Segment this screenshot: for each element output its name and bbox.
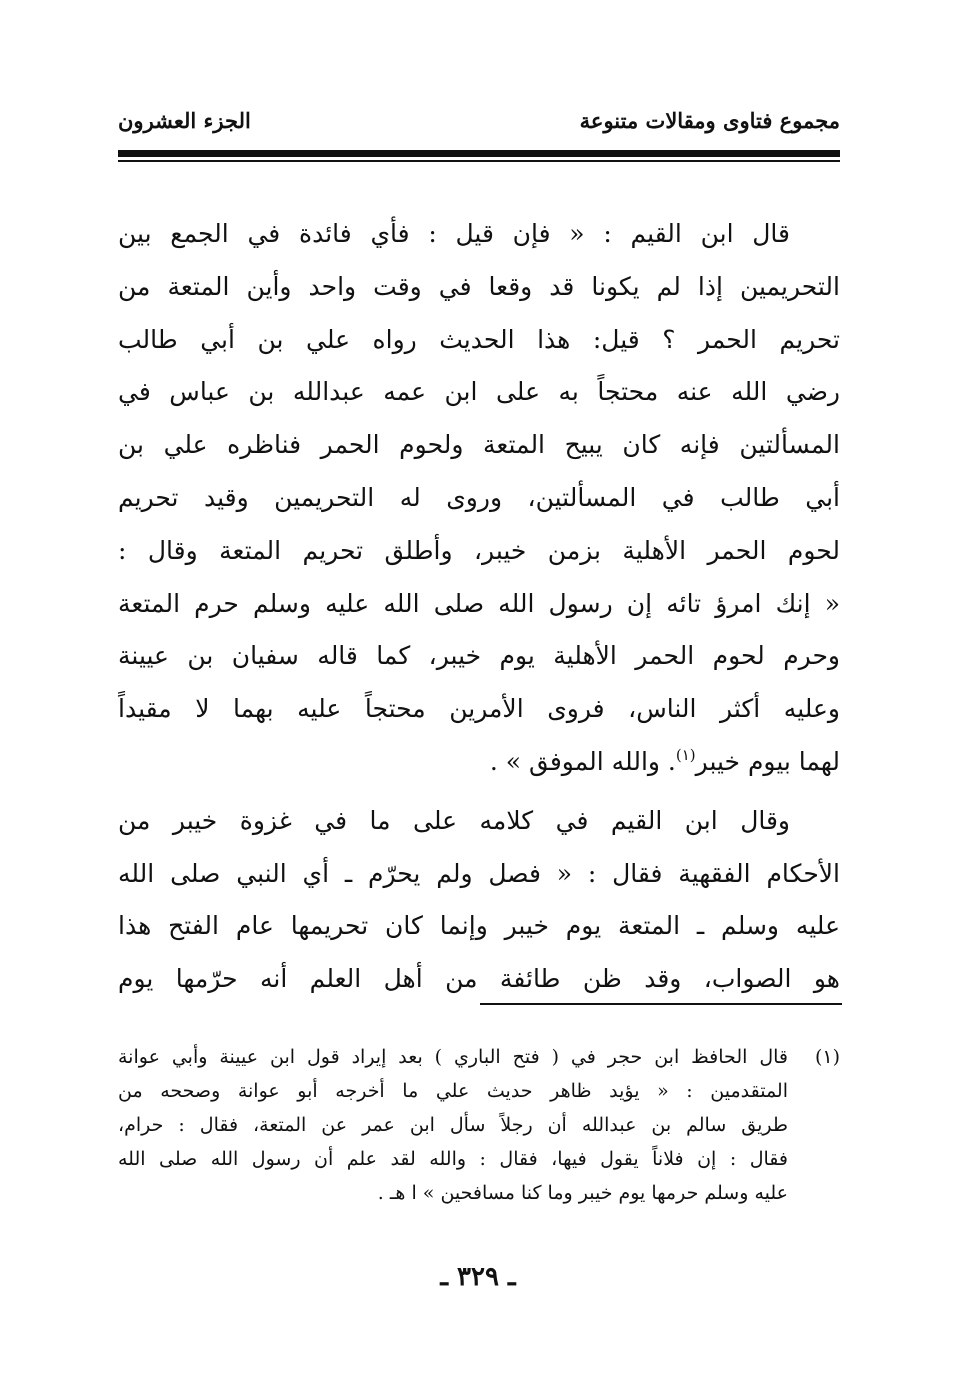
text-line: قال ابن القيم : « فإن قيل : فأي فائدة في الجمع بين xyxy=(118,219,790,248)
text-line: وقال ابن القيم في كلامه على ما في غزوة خيبر من xyxy=(118,805,790,835)
text-line: الأحكام الفقهية فقال : « فصل ولم يحرّم ـ أي النبي صلى الله xyxy=(118,858,840,888)
header-rule-thin xyxy=(118,160,840,162)
footnote-line: قال الحافظ ابن حجر في ( فتح الباري ) بعد إيراد قول ابن عيينة وأبي عوانة xyxy=(118,1046,788,1068)
footnote-line: المتقدمين : « يؤيد ظاهر حديث علي ما أخرجه أبو عوانة وصححه من xyxy=(118,1080,788,1102)
text-line: المسألتين فإنه كان يبيح المتعة ولحوم الحمر فناظره علي بن xyxy=(118,430,840,460)
main-text xyxy=(118,208,840,1006)
text-line: رضي الله عنه محتجاً به على ابن عمه عبدالله بن عباس في xyxy=(118,377,840,407)
running-title: مجموع فتاوى ومقالات متنوعة xyxy=(579,108,840,133)
footnote-line: فقال : إن فلاناً يقول فيها، فقال : والله لقد علم أن رسول الله صلى الله xyxy=(118,1148,788,1170)
text-fragment: لهما بيوم خيبر xyxy=(695,746,840,776)
footnote-line: طريق سالم بن عبدالله أن رجلاً سأل ابن عمر عن المتعة، فقال : حرام، xyxy=(118,1114,788,1136)
part-label: الجزء العشرون xyxy=(118,108,251,133)
page-number: ـ ٣٢٩ ـ xyxy=(440,1262,516,1292)
text-line: « إنك امرؤ تائه إن رسول الله صلى الله عليه وسلم حرم المتعة xyxy=(118,588,840,618)
footnote-line: عليه وسلم حرمها يوم خيبر وما كنا مسافحين » ا هـ . xyxy=(377,1182,788,1204)
text-line: أبي طالب في المسألتين، وروى له التحريمين وقيد تحريم xyxy=(118,482,840,512)
text-line: وحرم لحوم الحمر الأهلية يوم خيبر، كما قاله سفيان بن عيينة xyxy=(118,641,840,671)
text-line: هو الصواب، وقد ظن طائفة من أهل العلم أنه حرّمها يوم xyxy=(118,964,840,994)
text-fragment: . والله الموفق » . xyxy=(489,746,676,776)
text-line: لحوم الحمر الأهلية بزمن خيبر، وأطلق تحريم المتعة وقال : xyxy=(118,535,840,565)
text-line: تحريم الحمر ؟ قيل: هذا الحديث رواه علي بن أبي طالب xyxy=(118,324,840,354)
page-header xyxy=(118,108,840,144)
footnote-reference[interactable]: (١) xyxy=(675,745,696,764)
footnote-body xyxy=(118,1040,788,1210)
text-line: التحريمين إذا لم يكونا قد وقعا في وقت واحد وأين المتعة من xyxy=(118,271,840,301)
footnote-marker: (١) xyxy=(814,1046,840,1068)
text-line: وعليه أكثر الناس، فروى الأمرين محتجاً عليه بهما لا مقيداً xyxy=(118,694,840,724)
text-line xyxy=(118,736,840,789)
header-rule-thick xyxy=(118,150,840,157)
footnote-separator xyxy=(480,1003,842,1005)
paragraph-2 xyxy=(118,795,840,1006)
text-line: عليه وسلم ـ المتعة يوم خيبر وإنما كان تحريمها عام الفتح هذا xyxy=(118,911,840,941)
footnote xyxy=(118,1040,840,1210)
